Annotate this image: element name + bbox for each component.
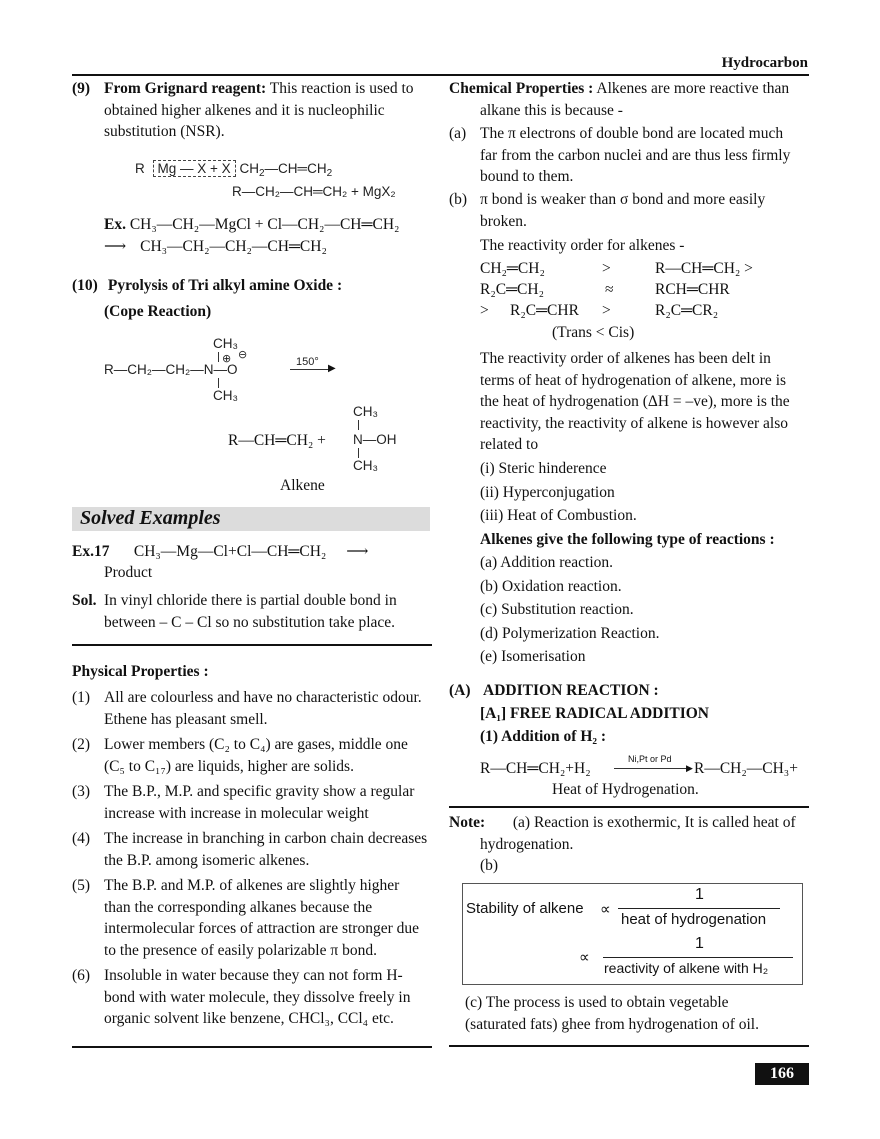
- cope-ch3-bottom: CH₃: [213, 388, 238, 403]
- list-item-line: organic solvent like benzene, CHCl₃, CCl₄ etc.: [104, 1010, 394, 1027]
- bond-line: [218, 378, 219, 388]
- list-item-number: (4): [72, 830, 91, 847]
- list-item-line: The increase in branching in carbon chain decreases: [104, 830, 428, 847]
- scheme-ch: CH: [278, 161, 298, 176]
- addition-number: (A): [449, 682, 471, 699]
- item-9-text-1: This reaction is used to: [269, 80, 414, 97]
- note-b: (b): [480, 857, 499, 874]
- list-item-line: to the presence of easily polarizable π bond.: [104, 941, 377, 959]
- list-item-line: than the corresponding alkanes because the: [104, 898, 373, 916]
- order-row-1-b: R—CH═CH₂ >: [655, 260, 753, 277]
- list-item-line: Insoluble in water because they can not form H-: [104, 967, 403, 984]
- reason-a-number: (a): [449, 125, 467, 142]
- factors-list: [480, 458, 775, 668]
- reaction-type: (e) Isomerisation: [480, 648, 586, 665]
- long-arrow-icon: ⟶: [346, 543, 369, 560]
- positive-charge-icon: ⊕: [222, 353, 232, 365]
- example-17-label: Ex.17: [72, 543, 110, 560]
- section-rule: [72, 644, 432, 646]
- addition-heading: [449, 680, 659, 702]
- reason-a-line: far from the carbon nuclei and are thus less firmly: [480, 146, 791, 164]
- reactivity-intro: The reactivity order for alkenes -: [480, 237, 685, 254]
- product-ch3-bottom: CH₃: [353, 458, 378, 473]
- note-c-line: (c) The process is used to obtain vegetable: [465, 994, 729, 1011]
- free-radical-heading: [A₁] FREE RADICAL ADDITION: [480, 705, 709, 722]
- grignard-example-product: [104, 236, 327, 258]
- item-10: [72, 275, 342, 297]
- arrow-head-icon: ▶: [686, 763, 693, 773]
- long-arrow-icon: ⟶: [104, 238, 127, 255]
- item-9-number: (9): [72, 80, 91, 97]
- factor-item: (i) Steric hinderence: [480, 460, 607, 477]
- grignard-scheme-line-1: R Mg — X + X $CH_2—CH═CH_2$: [135, 161, 333, 179]
- example-line-2: CH₃—CH₂—CH₂—CH═CH₂: [140, 238, 327, 255]
- list-item-line: (C₅ to C₁₇) are liquids, higher are solids.: [104, 757, 354, 775]
- product-amine: N—OH: [353, 432, 397, 447]
- section-rule: [449, 806, 809, 808]
- physical-properties-list: [72, 687, 432, 1030]
- example-17-product: Product: [104, 564, 153, 581]
- example-label: Ex.: [104, 216, 126, 233]
- order-row-1-op: >: [602, 260, 611, 277]
- example-line-1: CH₃—CH₂—MgCl + Cl—CH₂—CH═CH₂: [129, 216, 400, 233]
- paragraph-line: related to: [480, 436, 539, 453]
- list-item-line: The B.P. and M.P. of alkenes are slightly higher: [104, 877, 400, 894]
- column-end-rule: [449, 1045, 809, 1047]
- note-label: Note:: [449, 814, 486, 831]
- list-item-line: The B.P., M.P. and specific gravity show a regular: [104, 783, 415, 800]
- factor-item: (iii) Heat of Combustion.: [480, 507, 637, 524]
- chemical-properties-line-1: Alkenes are more reactive than: [596, 80, 790, 97]
- temperature-label: 150°: [296, 356, 319, 368]
- stability-relation-box: [462, 883, 803, 985]
- reason-b-line: broken.: [480, 212, 527, 230]
- list-item-line: Lower members (C₂ to C₄) are gases, middle one: [104, 736, 408, 753]
- item-9-text-3: substitution (NSR).: [104, 123, 225, 140]
- item-10-number: (10): [72, 277, 98, 294]
- paragraph-line: The reactivity order of alkenes has been delt in: [480, 350, 771, 367]
- list-item-number: (6): [72, 967, 91, 984]
- note-c: [465, 992, 809, 1035]
- item-9-text-2: obtained higher alkenes and it is nucleophilic: [104, 101, 385, 119]
- order-row-2-a: R₂C═CH₂: [480, 281, 544, 298]
- note-a: (a) Reaction is exothermic, It is called heat of: [512, 814, 796, 831]
- order-row-3-b: R₂C═CR₂: [655, 302, 719, 319]
- order-row-1-a: CH₂═CH₂: [480, 260, 545, 277]
- reason-b-line: π bond is weaker than σ bond and more easily: [480, 191, 766, 208]
- grignard-example: [104, 214, 399, 236]
- reason-b-number: (b): [449, 191, 468, 208]
- reaction-arrow-icon: [614, 768, 690, 769]
- list-item-line: the B.P. among isomeric alkenes.: [104, 851, 310, 869]
- denominator-2: reactivity of alkene with H₂: [604, 960, 769, 976]
- list-item-line: bond with water molecule, they dissolve freely in: [104, 988, 411, 1006]
- alkene-label: Alkene: [280, 477, 325, 494]
- scheme-mg: Mg: [157, 161, 177, 176]
- list-item: [72, 687, 432, 730]
- reaction-type: (b) Oxidation reaction.: [480, 577, 622, 595]
- list-item-number: (1): [72, 689, 91, 706]
- running-header: Hydrocarbon: [721, 55, 808, 71]
- product-ch3-top: CH₃: [353, 404, 378, 419]
- reaction-arrow-icon: [290, 369, 332, 370]
- chemical-properties-line-2: alkane this is because -: [480, 101, 623, 119]
- physical-properties-heading: Physical Properties :: [72, 663, 209, 680]
- note: [449, 812, 809, 877]
- catalyst-label: Ni,Pt or Pd: [628, 754, 672, 764]
- list-item-line: increase with increase in molecular weight: [104, 804, 369, 822]
- cope-reactant-chain: R—CH₂—CH₂—N—O: [104, 362, 238, 377]
- reaction-type: (a) Addition reaction.: [480, 554, 613, 571]
- reason-a: [449, 123, 809, 188]
- cope-ch3-top: CH₃: [213, 336, 238, 351]
- scheme-r: R: [135, 161, 145, 176]
- addition-title: ADDITION REACTION :: [483, 682, 659, 699]
- item-9: [72, 78, 432, 143]
- list-item: [72, 781, 432, 824]
- solution: [72, 590, 432, 633]
- paragraph-line: terms of heat of hydrogenation of alkene, more is: [480, 371, 787, 389]
- item-9-title: From Grignard reagent:: [104, 80, 267, 97]
- paragraph-line: the heat of hydrogenation (ΔH = –ve), more is the: [480, 393, 790, 410]
- chemical-properties: [449, 78, 809, 121]
- grignard-scheme-line-2: R—CH₂—CH═CH₂ + MgX₂: [232, 184, 396, 199]
- order-row-2-b: RCH═CHR: [655, 281, 730, 298]
- solved-examples-banner: [72, 507, 430, 531]
- header-rule: [72, 74, 809, 76]
- h2-reaction-right: R—CH₂—CH₃+: [694, 760, 798, 777]
- proportional-icon: ∝: [579, 949, 590, 966]
- arrow-head-icon: ▶: [328, 363, 336, 374]
- example-17: [72, 541, 368, 563]
- reaction-type: (c) Substitution reaction.: [480, 601, 634, 618]
- reactions-heading: Alkenes give the following type of reactions :: [480, 530, 775, 548]
- order-row-3-a: R₂C═CHR: [510, 302, 579, 319]
- bond-line: [218, 352, 219, 362]
- list-item: [72, 875, 432, 961]
- product-alkene-formula: R—CH═CH₂ +: [228, 432, 326, 449]
- scheme-ch2-a: CH: [239, 161, 259, 176]
- bond-line: [358, 448, 359, 458]
- solution-line-2: between – C – Cl so no substitution take place.: [104, 613, 396, 631]
- solution-label: Sol.: [72, 592, 97, 609]
- order-row-3-lead: >: [480, 302, 489, 319]
- reaction-type: (d) Polymerization Reaction.: [480, 624, 660, 642]
- reason-b: [449, 189, 809, 232]
- paragraph-line: reactivity, the reactivity of alkene is however also: [480, 414, 789, 432]
- reason-a-line: The π electrons of double bond are located much: [480, 125, 784, 142]
- item-10-title: Pyrolysis of Tri alkyl amine Oxide :: [107, 277, 343, 294]
- scheme-dashed-box: Mg — X + X: [153, 160, 236, 177]
- trans-cis-note: (Trans < Cis): [552, 324, 635, 341]
- solution-line-1: In vinyl chloride there is partial double bond in: [104, 592, 397, 609]
- numerator-2: 1: [695, 935, 704, 952]
- cope-subtitle: (Cope Reaction): [104, 303, 212, 320]
- order-row-2-op: ≈: [605, 281, 614, 298]
- list-item: [72, 828, 432, 871]
- note-c-line: (saturated fats) ghee from hydrogenation of oil.: [465, 1015, 759, 1033]
- heat-of-hydrogenation: Heat of Hydrogenation.: [552, 781, 699, 798]
- stability-lhs: Stability of alkene: [466, 900, 584, 917]
- fraction-bar: [603, 957, 793, 958]
- h2-reaction-left: R—CH═CH₂+H₂: [480, 760, 591, 777]
- reason-a-line: bound to them.: [480, 168, 574, 185]
- h2-addition-heading: (1) Addition of H₂ :: [480, 728, 607, 745]
- bond-line: [358, 420, 359, 430]
- list-item-line: Ethene has pleasant smell.: [104, 710, 268, 728]
- solved-examples-title: Solved Examples: [80, 507, 221, 529]
- example-17-reactants: CH₃—Mg—Cl+Cl—CH═CH₂: [133, 543, 327, 560]
- numerator-1: 1: [695, 886, 704, 903]
- list-item-number: (5): [72, 877, 91, 894]
- reactivity-paragraph: [480, 348, 810, 456]
- denominator-1: heat of hydrogenation: [621, 911, 767, 928]
- note-a-cont: hydrogenation.: [480, 835, 574, 853]
- order-row-3-op: >: [602, 302, 611, 319]
- page-number: 166: [755, 1063, 809, 1085]
- list-item: [72, 734, 432, 777]
- list-item: [72, 965, 432, 1030]
- scheme-ch2-b: CH: [307, 161, 327, 176]
- fraction-bar: [618, 908, 780, 909]
- factor-item: (ii) Hyperconjugation: [480, 483, 615, 501]
- scheme-xx: X + X: [197, 161, 231, 176]
- list-item-number: (2): [72, 736, 91, 753]
- chemical-properties-heading: Chemical Properties :: [449, 80, 594, 97]
- negative-charge-icon: ⊖: [238, 349, 248, 361]
- column-end-rule: [72, 1046, 432, 1048]
- list-item-line: intermolecular forces of attraction are stronger due: [104, 920, 420, 937]
- list-item-number: (3): [72, 783, 91, 800]
- proportional-icon: ∝: [600, 901, 611, 918]
- list-item-line: All are colourless and have no characteristic odour.: [104, 689, 422, 706]
